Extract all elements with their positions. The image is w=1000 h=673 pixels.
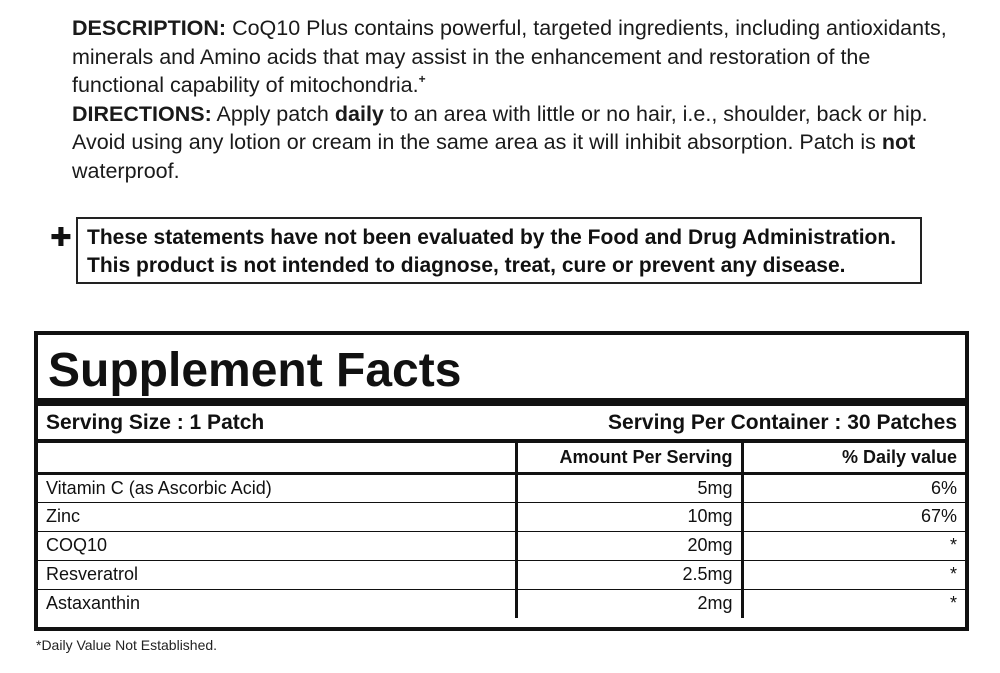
- table-row: [38, 531, 965, 560]
- directions-label: DIRECTIONS:: [72, 101, 212, 126]
- nutrient-name: Resveratrol: [38, 560, 516, 589]
- supplement-facts-panel: [34, 331, 969, 631]
- daily-value-footnote: *Daily Value Not Established.: [36, 637, 218, 653]
- nutrient-daily-value: 67%: [742, 502, 965, 531]
- plus-icon: ✚: [50, 222, 72, 252]
- directions-paragraph: [72, 100, 952, 186]
- description-footnote-mark: +: [418, 72, 426, 87]
- table-row: [38, 502, 965, 531]
- directions-bold-daily: daily: [334, 101, 384, 126]
- column-header-name: [38, 443, 516, 473]
- servings-per-container: Serving Per Container : 30 Patches: [608, 410, 957, 434]
- column-header-daily-value: % Daily value: [742, 443, 965, 473]
- nutrient-name: COQ10: [38, 531, 516, 560]
- nutrient-amount: 2.5mg: [516, 560, 742, 589]
- fda-disclaimer-box: [76, 217, 922, 284]
- serving-size: Serving Size : 1 Patch: [46, 410, 265, 434]
- nutrient-daily-value: *: [742, 531, 965, 560]
- directions-bold-not: not: [881, 130, 916, 155]
- nutrient-amount: 10mg: [516, 502, 742, 531]
- description-paragraph: [72, 14, 952, 100]
- table-row: [38, 589, 965, 618]
- nutrient-name: Vitamin C (as Ascorbic Acid): [38, 473, 516, 502]
- supplement-facts-title: Supplement Facts: [38, 335, 965, 406]
- serving-info-row: [38, 406, 965, 443]
- nutrient-daily-value: *: [742, 560, 965, 589]
- table-row: [38, 473, 965, 502]
- directions-text-2: to an area with little or no hair, i.e., shoulder, back or hip. Avoid using any lotion or cream in the same area as it will inhibit absorption. Patch is: [72, 101, 928, 155]
- description-text: CoQ10 Plus contains powerful, targeted ingredients, including antioxidants, minerals and Amino acids that may assist in the enhancement and restoration of the functional capability of mitochondria.: [72, 16, 947, 98]
- column-header-amount: Amount Per Serving: [516, 443, 742, 473]
- disclaimer-line-2: This product is not intended to diagnose, treat, cure or prevent any disease.: [87, 254, 846, 277]
- nutrient-amount: 20mg: [516, 531, 742, 560]
- product-text-block: [72, 14, 952, 186]
- nutrient-table: [38, 443, 965, 618]
- description-label: DESCRIPTION:: [72, 16, 227, 40]
- table-header-row: [38, 443, 965, 473]
- nutrient-name: Zinc: [38, 502, 516, 531]
- nutrient-daily-value: 6%: [742, 473, 965, 502]
- table-row: [38, 560, 965, 589]
- nutrient-amount: 5mg: [516, 473, 742, 502]
- nutrient-amount: 2mg: [516, 589, 742, 618]
- nutrient-daily-value: *: [742, 589, 965, 618]
- directions-text-3: waterproof.: [72, 158, 180, 183]
- directions-text-1: Apply patch: [211, 101, 335, 126]
- nutrient-name: Astaxanthin: [46, 593, 141, 614]
- disclaimer-line-1: These statements have not been evaluated by the Food and Drug Administration.: [87, 226, 897, 249]
